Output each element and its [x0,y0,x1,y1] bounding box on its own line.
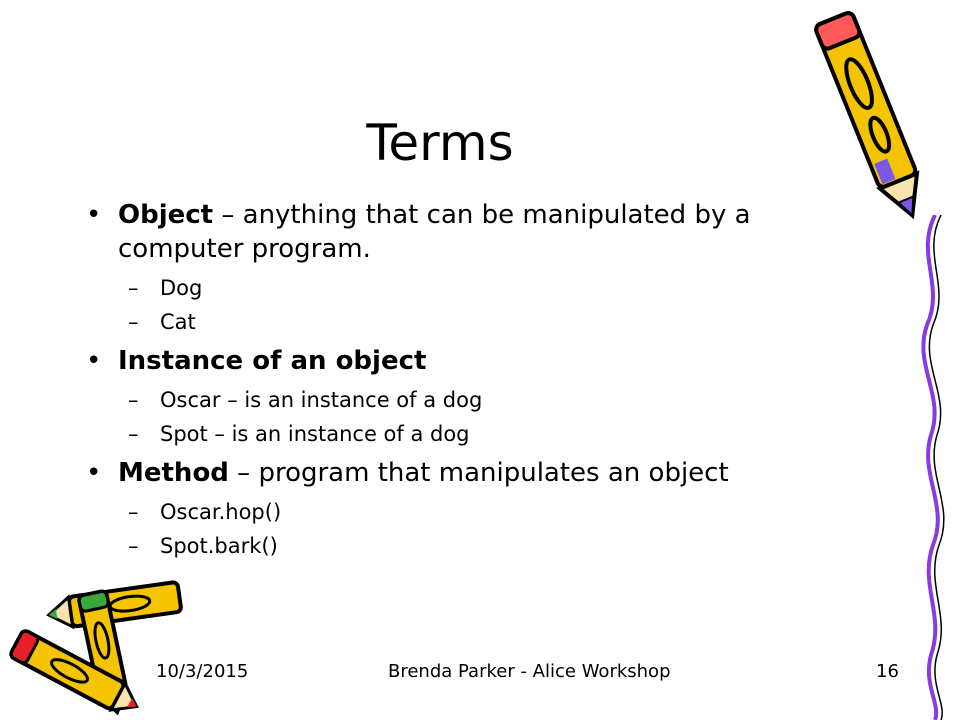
sub-item-text: Oscar – is an instance of a dog [160,388,483,412]
bullet-marker: • [86,458,102,488]
slide-title: Terms [366,114,514,172]
sub-item-text: Spot.bark() [160,534,278,558]
sub-marker: – [128,388,139,412]
sub-item-text: Oscar.hop() [160,500,282,524]
sub-item [128,308,760,336]
sub-item [128,420,760,448]
pencils-clipart-bottom-icon [0,580,200,715]
bullet-method [86,456,858,490]
squiggle-line-icon [905,215,960,720]
footer-page-number: 16 [876,661,899,682]
sub-item-text: Spot – is an instance of a dog [160,422,470,446]
sub-marker: – [128,310,139,334]
bullet-term: Method [118,458,229,488]
sub-marker: – [128,422,139,446]
sub-item [128,532,760,560]
pencil-clipart-top-icon [800,0,950,230]
sub-item-text: Dog [160,276,203,300]
footer-date: 10/3/2015 [156,661,249,682]
bullet-marker: • [86,200,102,230]
bullet-text: – program that manipulates an object [228,458,729,488]
sub-item [128,274,760,302]
sub-marker: – [128,276,139,300]
sub-item [128,498,760,526]
sub-marker: – [128,500,139,524]
sub-item-text: Cat [160,310,196,334]
bullet-marker: • [86,346,102,376]
bullet-text: – anything that can be manipulated by a computer program. [118,200,751,264]
bullet-term: Instance of an object [118,346,427,376]
sub-marker: – [128,534,139,558]
bullet-instance [86,344,858,378]
sub-item [128,386,760,414]
bullet-object [86,198,858,266]
footer-author: Brenda Parker - Alice Workshop [388,661,671,682]
bullet-term: Object [118,200,214,230]
